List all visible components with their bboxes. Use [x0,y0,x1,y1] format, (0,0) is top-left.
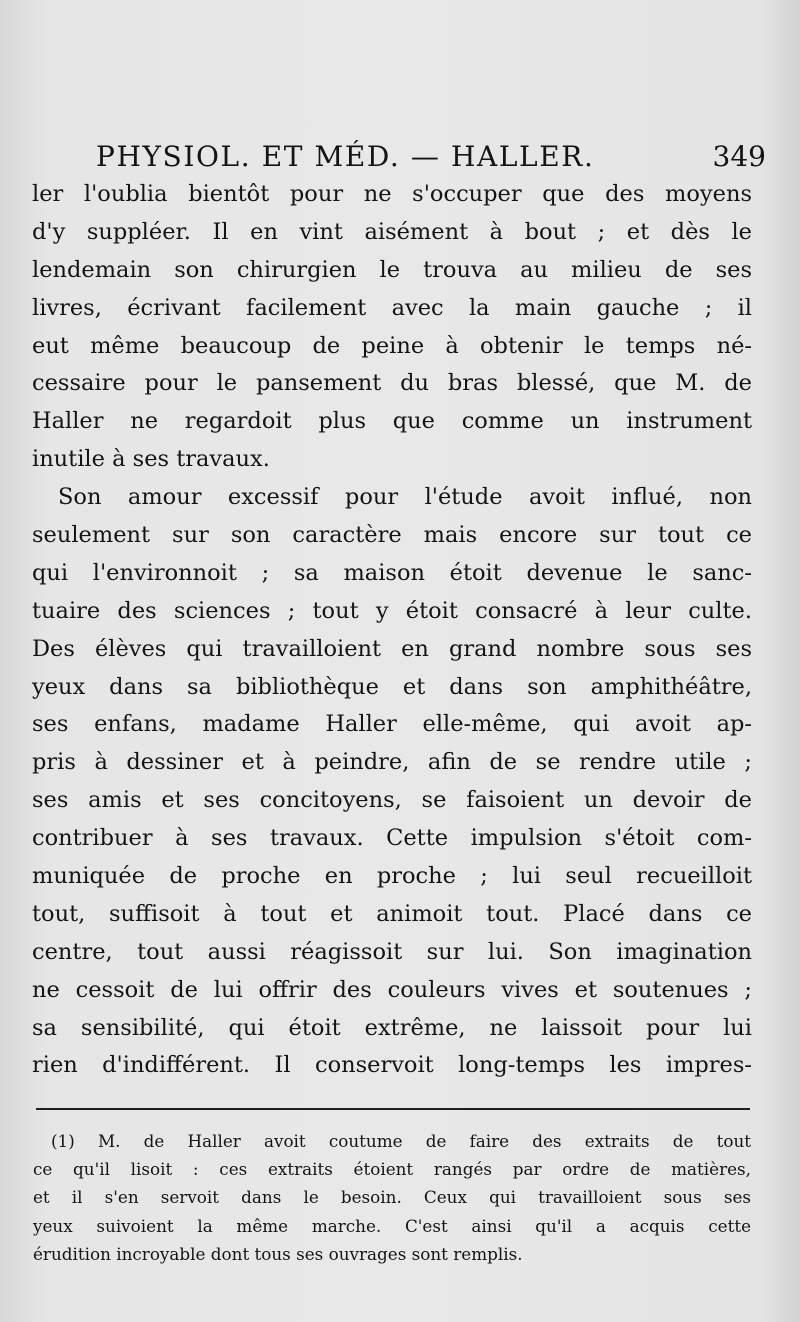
body-line: contribuer à ses travaux. Cette impulsion s'étoit com- [32,825,752,852]
body-text [32,176,752,1085]
running-head [96,137,766,177]
body-line: centre, tout aussi réagissoit sur lui. Son imagination [32,938,752,965]
body-line: livres, écrivant facilement avec la main gauche ; il [32,294,752,321]
body-line: ses amis et ses concitoyens, se faisoient un devoir de [32,787,752,814]
body-line: pris à dessiner et à peindre, afin de se rendre utile ; [32,749,752,776]
body-line: yeux dans sa bibliothèque et dans son amphithéâtre, [32,673,752,700]
body-line: Des élèves qui travailloient en grand nombre sous ses [32,635,752,662]
body-line: d'y suppléer. Il en vint aisément à bout ; et dès le [32,218,752,245]
body-line: lendemain son chirurgien le trouva au milieu de ses [32,256,752,283]
body-line: inutile à ses travaux. [32,446,270,473]
footnote-line: ce qu'il lisoit : ces extraits étoient rangés par ordre de matières, [33,1159,751,1180]
footnote-line: érudition incroyable dont tous ses ouvrages sont remplis. [33,1243,523,1264]
body-line: tuaire des sciences ; tout y étoit consacré à leur culte. [32,597,752,624]
body-line: cessaire pour le pansement du bras blessé, que M. de [32,370,752,397]
body-line: rien d'indifférent. Il conservoit long-temps les impres- [32,1052,752,1079]
body-line: seulement sur son caractère mais encore sur tout ce [32,522,752,549]
body-line: muniquée de proche en proche ; lui seul recueilloit [32,863,752,890]
body-line: eut même beaucoup de peine à obtenir le temps né- [32,332,752,359]
body-line: ler l'oublia bientôt pour ne s'occuper que des moyens [32,181,752,207]
footnote-line: yeux suivoient la même marche. C'est ainsi qu'il a acquis cette [33,1215,751,1236]
body-line: qui l'environnoit ; sa maison étoit devenue le sanc- [32,559,752,586]
footnote-line: et il s'en servoit dans le besoin. Ceux qui travailloient sous ses [33,1187,751,1208]
footnotes [33,1127,751,1268]
page-number: 349 [712,140,766,173]
body-line: ne cessoit de lui offrir des couleurs vives et soutenues ; [32,976,752,1003]
paragraph-first-line: Son amour excessif pour l'étude avoit influé, non [58,484,752,511]
footnote-line: (1) M. de Haller avoit coutume de faire des extraits de tout [51,1131,751,1151]
body-line: ses enfans, madame Haller elle-même, qui avoit ap- [32,711,752,738]
body-line: sa sensibilité, qui étoit extrême, ne laissoit pour lui [32,1014,752,1041]
body-line: Haller ne regardoit plus que comme un instrument [32,408,752,435]
footnote-divider [36,1108,750,1110]
running-title: PHYSIOL. ET MÉD. — HALLER. [96,140,595,173]
body-line: tout, suffisoit à tout et animoit tout. Placé dans ce [32,900,752,927]
